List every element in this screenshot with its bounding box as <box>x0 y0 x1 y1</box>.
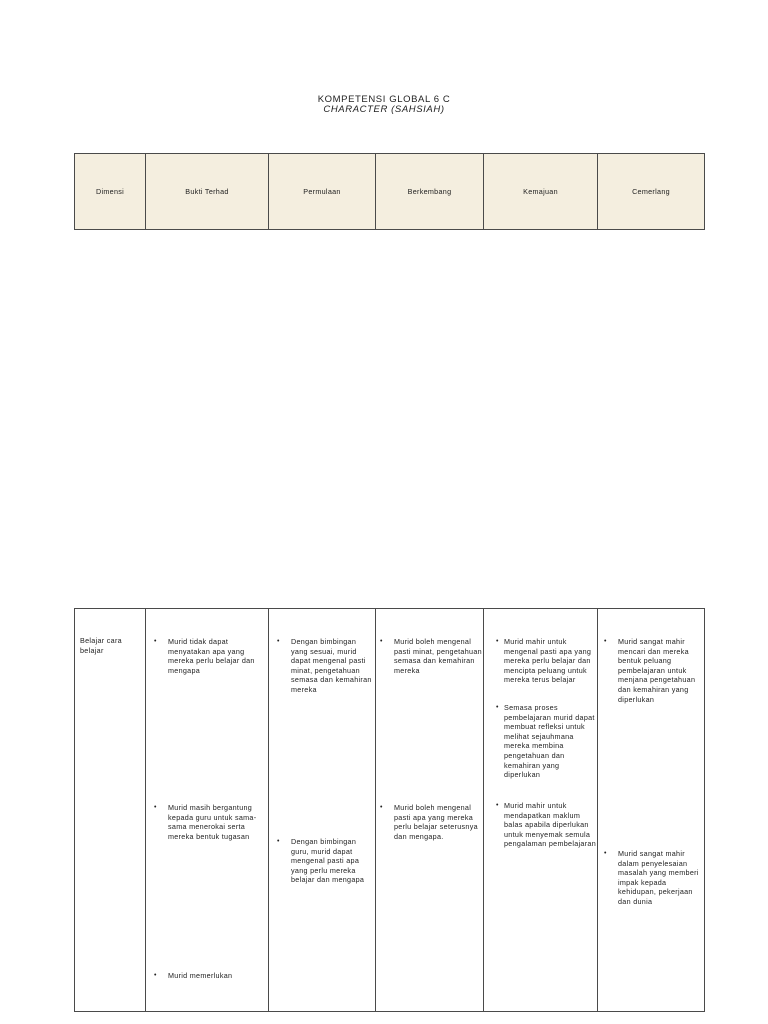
header-row <box>75 154 705 230</box>
list-item: • Murid memerlukan <box>168 971 264 981</box>
list-item: • Semasa proses pembelajaran murid dapat membuat refleksi untuk melihat sejauhmana mereka membina pengetahuan dan kemahiran yang diperlukan <box>504 703 596 780</box>
list-item: • Murid mahir untuk mendapatkan maklum balas apabila diperlukan untuk menyemak semula pengalaman pembelajaran <box>504 801 596 849</box>
list-item: • Murid masih bergantung kepada guru untuk sama-sama menerokai serta mereka bentuk tugasan <box>168 803 264 841</box>
table-row <box>75 609 705 1012</box>
cell-kemajuan <box>484 609 598 1012</box>
list-item: • Murid boleh mengenal pasti apa yang mereka perlu belajar seterusnya dan mengapa. <box>394 803 482 841</box>
list-item: • Murid mahir untuk mengenal pasti apa yang mereka perlu belajar dan mencipta peluang untuk mereka terus belajar <box>504 637 596 685</box>
list-item: • Murid sangat mahir mencari dan mereka bentuk peluang pembelajaran untuk menjana pengetahuan dan kemahiran yang diperlukan <box>618 637 702 704</box>
header-berkembang: Berkembang <box>376 154 484 230</box>
cell-cemerlang <box>598 609 705 1012</box>
header-dimensi: Dimensi <box>75 154 146 230</box>
cell-permulaan <box>269 609 376 1012</box>
header-kemajuan: Kemajuan <box>484 154 598 230</box>
header-table <box>74 153 705 230</box>
document-subtitle: CHARACTER (SAHSIAH) <box>323 104 445 115</box>
header-permulaan: Permulaan <box>269 154 376 230</box>
list-item: • Dengan bimbingan guru, murid dapat mengenal pasti apa yang perlu mereka belajar dan mengapa <box>291 837 373 885</box>
header-bukti-terhad: Bukti Terhad <box>146 154 269 230</box>
header-cemerlang: Cemerlang <box>598 154 705 230</box>
list-item: • Murid tidak dapat menyatakan apa yang mereka perlu belajar dan mengapa <box>168 637 264 675</box>
cell-dimension <box>75 609 146 1012</box>
list-item: • Murid boleh mengenal pasti minat, pengetahuan semasa dan kemahiran mereka <box>394 637 482 675</box>
cell-berkembang <box>376 609 484 1012</box>
cell-bukti-terhad <box>146 609 269 1012</box>
rubric-table <box>74 608 705 1012</box>
list-item: • Murid sangat mahir dalam penyelesaian masalah yang memberi impak kepada kehidupan, pekerjaan dan dunia <box>618 849 702 907</box>
document-title: KOMPETENSI GLOBAL 6 C <box>317 94 451 105</box>
list-item: • Dengan bimbingan yang sesuai, murid dapat mengenal pasti minat, pengetahuan semasa dan kemahiran mereka <box>291 637 373 695</box>
dimension-label: Belajar cara belajar <box>80 636 122 655</box>
